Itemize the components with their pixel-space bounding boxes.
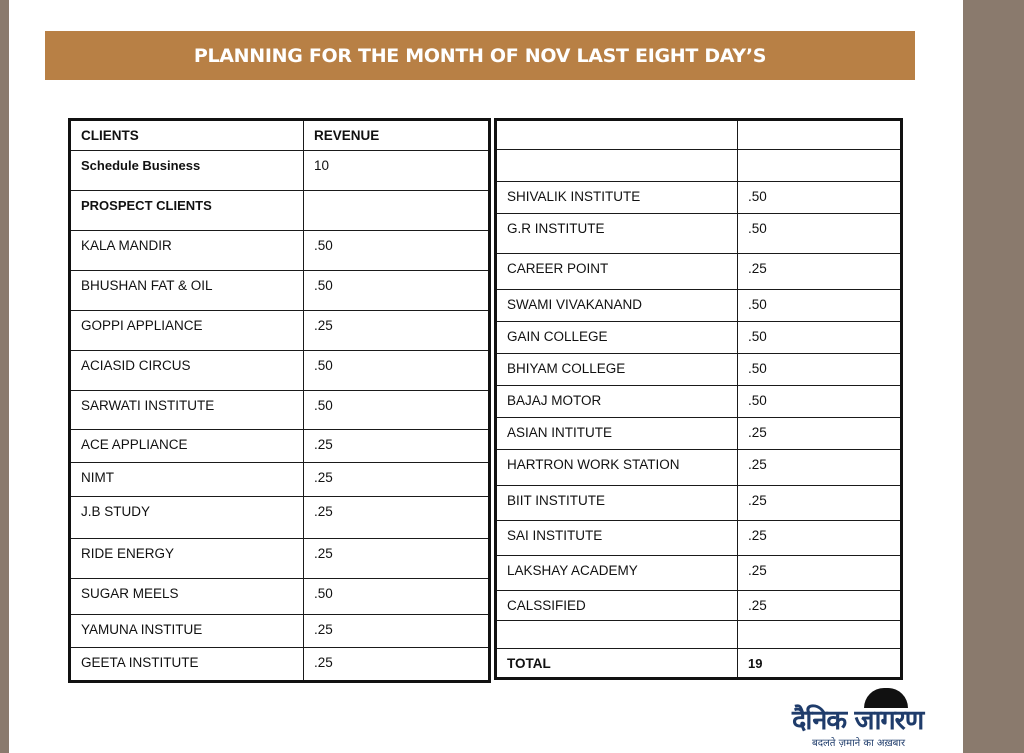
revenue-value bbox=[738, 621, 902, 649]
client-name: SARWATI INSTITUTE bbox=[70, 391, 304, 430]
client-name: ACE APPLIANCE bbox=[70, 430, 304, 463]
clients-revenue-table bbox=[68, 118, 491, 683]
client-name: GOPPI APPLIANCE bbox=[70, 311, 304, 351]
client-name: LAKSHAY ACADEMY bbox=[496, 556, 738, 591]
table-row bbox=[496, 521, 902, 556]
table-row bbox=[496, 486, 902, 521]
table-row bbox=[496, 621, 902, 649]
table-row bbox=[496, 354, 902, 386]
revenue-value: .25 bbox=[738, 450, 902, 486]
revenue-value: .25 bbox=[738, 521, 902, 556]
table-row bbox=[70, 430, 490, 463]
table-row bbox=[70, 311, 490, 351]
revenue-value: .50 bbox=[304, 351, 490, 391]
revenue-value: .50 bbox=[738, 182, 902, 214]
revenue-value: .25 bbox=[738, 486, 902, 521]
revenue-value bbox=[738, 120, 902, 150]
clients-header: CLIENTS bbox=[70, 120, 304, 151]
client-name bbox=[496, 120, 738, 150]
revenue-value bbox=[738, 150, 902, 182]
table-row bbox=[496, 214, 902, 254]
logo-name: दैनिक जागरण bbox=[792, 705, 924, 736]
total-value: 19 bbox=[738, 649, 902, 679]
clients-revenue-table-continued bbox=[494, 118, 903, 680]
client-name: BHUSHAN FAT & OIL bbox=[70, 271, 304, 311]
total-row bbox=[496, 649, 902, 679]
table-row bbox=[70, 231, 490, 271]
table-row bbox=[70, 151, 490, 191]
client-name: PROSPECT CLIENTS bbox=[70, 191, 304, 231]
revenue-value: .50 bbox=[738, 214, 902, 254]
client-name bbox=[496, 150, 738, 182]
revenue-value: .50 bbox=[738, 322, 902, 354]
client-name bbox=[496, 621, 738, 649]
client-name: G.R INSTITUTE bbox=[496, 214, 738, 254]
revenue-value: .25 bbox=[304, 497, 490, 539]
table-row bbox=[70, 497, 490, 539]
revenue-value: .25 bbox=[738, 591, 902, 621]
client-name: KALA MANDIR bbox=[70, 231, 304, 271]
client-name: J.B STUDY bbox=[70, 497, 304, 539]
client-name: Schedule Business bbox=[70, 151, 304, 191]
logo-tagline: बदलते ज़माने का अख़बार bbox=[812, 738, 906, 749]
table-row bbox=[496, 120, 902, 150]
client-name: GEETA INSTITUTE bbox=[70, 648, 304, 682]
revenue-value: .50 bbox=[738, 290, 902, 322]
table-row bbox=[70, 351, 490, 391]
client-name: SUGAR MEELS bbox=[70, 579, 304, 615]
revenue-value: .25 bbox=[304, 463, 490, 497]
table-row bbox=[496, 182, 902, 214]
table-row bbox=[70, 579, 490, 615]
table-header-row bbox=[70, 120, 490, 151]
client-name: ASIAN INTITUTE bbox=[496, 418, 738, 450]
table-row bbox=[70, 191, 490, 231]
client-name: BHIYAM COLLEGE bbox=[496, 354, 738, 386]
table-row bbox=[496, 386, 902, 418]
revenue-value: .25 bbox=[304, 615, 490, 648]
client-name: NIMT bbox=[70, 463, 304, 497]
revenue-value: .25 bbox=[304, 539, 490, 579]
client-name: CAREER POINT bbox=[496, 254, 738, 290]
table-row bbox=[496, 290, 902, 322]
table-row bbox=[496, 322, 902, 354]
client-name: RIDE ENERGY bbox=[70, 539, 304, 579]
revenue-value: .25 bbox=[738, 418, 902, 450]
client-name: HARTRON WORK STATION bbox=[496, 450, 738, 486]
revenue-value bbox=[304, 191, 490, 231]
client-name: CALSSIFIED bbox=[496, 591, 738, 621]
revenue-value: .25 bbox=[304, 648, 490, 682]
total-label: TOTAL bbox=[496, 649, 738, 679]
table-row bbox=[496, 450, 902, 486]
left-border-strip bbox=[0, 0, 9, 753]
client-name: BAJAJ MOTOR bbox=[496, 386, 738, 418]
revenue-value: .25 bbox=[304, 311, 490, 351]
revenue-value: .50 bbox=[304, 391, 490, 430]
right-border-strip bbox=[963, 0, 1024, 753]
table-row bbox=[70, 271, 490, 311]
page-title: PLANNING FOR THE MONTH OF NOV LAST EIGHT DAY’S bbox=[45, 31, 915, 80]
revenue-header: REVENUE bbox=[304, 120, 490, 151]
revenue-value: .50 bbox=[738, 354, 902, 386]
table-row bbox=[70, 391, 490, 430]
revenue-value: .25 bbox=[304, 430, 490, 463]
revenue-value: .25 bbox=[738, 556, 902, 591]
table-row bbox=[496, 150, 902, 182]
table-row bbox=[496, 254, 902, 290]
revenue-value: .50 bbox=[304, 271, 490, 311]
revenue-value: 10 bbox=[304, 151, 490, 191]
table-row bbox=[70, 648, 490, 682]
table-row bbox=[70, 539, 490, 579]
table-row bbox=[70, 463, 490, 497]
table-row bbox=[496, 591, 902, 621]
client-name: ACIASID CIRCUS bbox=[70, 351, 304, 391]
table-row bbox=[70, 615, 490, 648]
table-row bbox=[496, 418, 902, 450]
dainik-jagran-logo bbox=[786, 688, 946, 750]
revenue-value: .50 bbox=[738, 386, 902, 418]
revenue-value: .25 bbox=[738, 254, 902, 290]
client-name: SAI INSTITUTE bbox=[496, 521, 738, 556]
client-name: GAIN COLLEGE bbox=[496, 322, 738, 354]
revenue-value: .50 bbox=[304, 231, 490, 271]
client-name: SWAMI VIVAKANAND bbox=[496, 290, 738, 322]
client-name: BIIT INSTITUTE bbox=[496, 486, 738, 521]
table-row bbox=[496, 556, 902, 591]
client-name: YAMUNA INSTITUE bbox=[70, 615, 304, 648]
client-name: SHIVALIK INSTITUTE bbox=[496, 182, 738, 214]
revenue-value: .50 bbox=[304, 579, 490, 615]
